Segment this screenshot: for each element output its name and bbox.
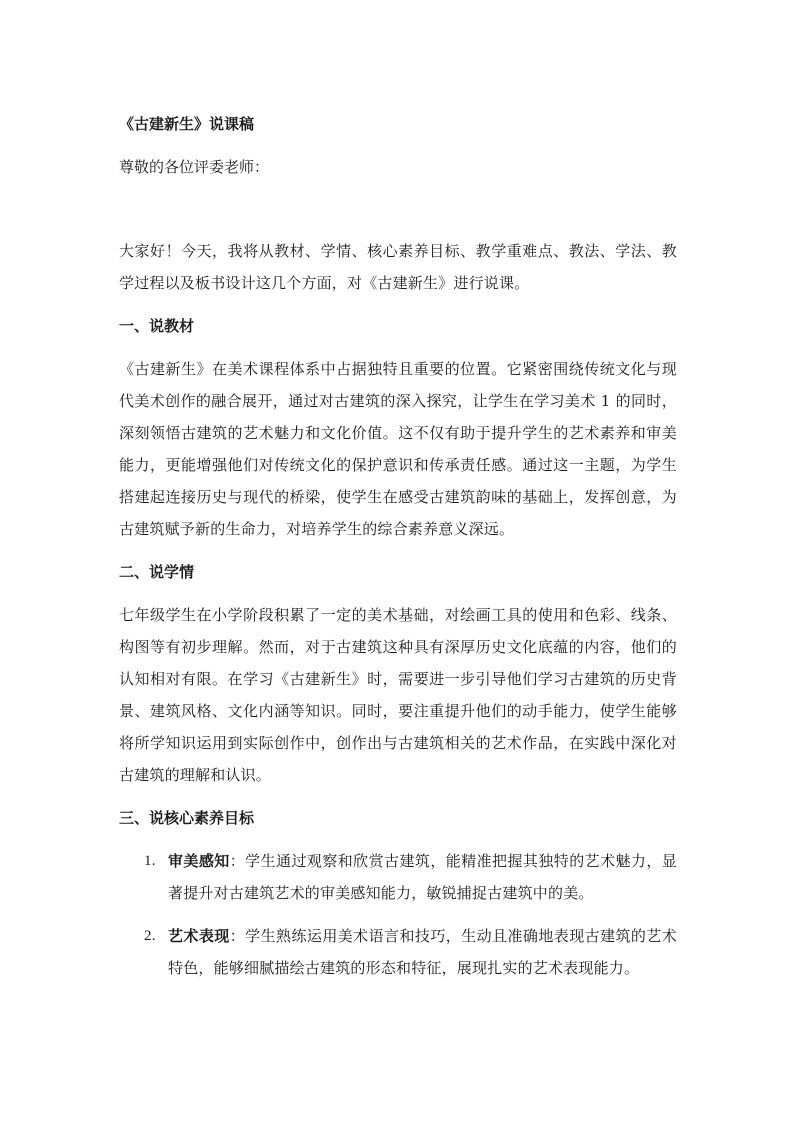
salutation: 尊敬的各位评委老师： bbox=[119, 158, 270, 176]
document-title: 《古建新生》说课稿 bbox=[119, 115, 255, 133]
list-item-term: 艺术表现 bbox=[168, 927, 230, 945]
list-item-text: ：学生通过观察和欣赏古建筑，能精准把握其独特的艺术魅力，显著提升对古建筑艺术的审美感知能力，敏锐捕捉古建筑中的美。 bbox=[168, 852, 677, 902]
section-body-textbook: 《古建新生》在美术课程体系中占据独特且重要的位置。它紧密围绕传统文化与现代美术创作的融合展开，通过对古建筑的深入探究，让学生在学习美术 1 的同时，深刻领悟古建筑的艺术魅力和文化价值。这不仅有助于提升学生的艺术素养和审美能力，更能增强他们对传统文化的保护意识和传承责任感。通过这一主题，为学生搭建起连接历史与现代的桥梁，使学生在感受古建筑韵味的基础上，发挥创意，为古建筑赋予新的生命力，对培养学生的综合素养意义深远。 bbox=[119, 360, 677, 538]
list-item-text: ：学生熟练运用美术语言和技巧，生动且准确地表现古建筑的艺术特色，能够细腻描绘古建筑的形态和特征，展现扎实的艺术表现能力。 bbox=[168, 927, 677, 977]
goals-list bbox=[119, 845, 677, 984]
list-item bbox=[119, 845, 677, 909]
list-item bbox=[119, 920, 677, 984]
section-heading-students: 二、说学情 bbox=[119, 563, 195, 581]
list-item-number: 2. bbox=[144, 928, 156, 944]
section-heading-textbook: 一、说教材 bbox=[119, 317, 195, 335]
document-page bbox=[119, 108, 677, 995]
section-body-students: 七年级学生在小学阶段积累了一定的美术基础，对绘画工具的使用和色彩、线条、构图等有初步理解。然而，对于古建筑这种具有深厚历史文化底蕴的内容，他们的认知相对有限。在学习《古建新生》时，需要进一步引导他们学习古建筑的历史背景、建筑风格、文化内涵等知识。同时，要注重提升他们的动手能力，使学生能够将所学知识运用到实际创作中，创作出与古建筑相关的艺术作品，在实践中深化对古建筑的理解和认识。 bbox=[119, 606, 677, 784]
list-item-number: 1. bbox=[144, 853, 156, 869]
section-heading-goals: 三、说核心素养目标 bbox=[119, 809, 255, 827]
list-item-term: 审美感知 bbox=[168, 852, 230, 870]
intro-paragraph: 大家好！今天，我将从教材、学情、核心素养目标、教学重难点、教法、学法、教学过程以及板书设计这几个方面，对《古建新生》进行说课。 bbox=[119, 242, 677, 292]
